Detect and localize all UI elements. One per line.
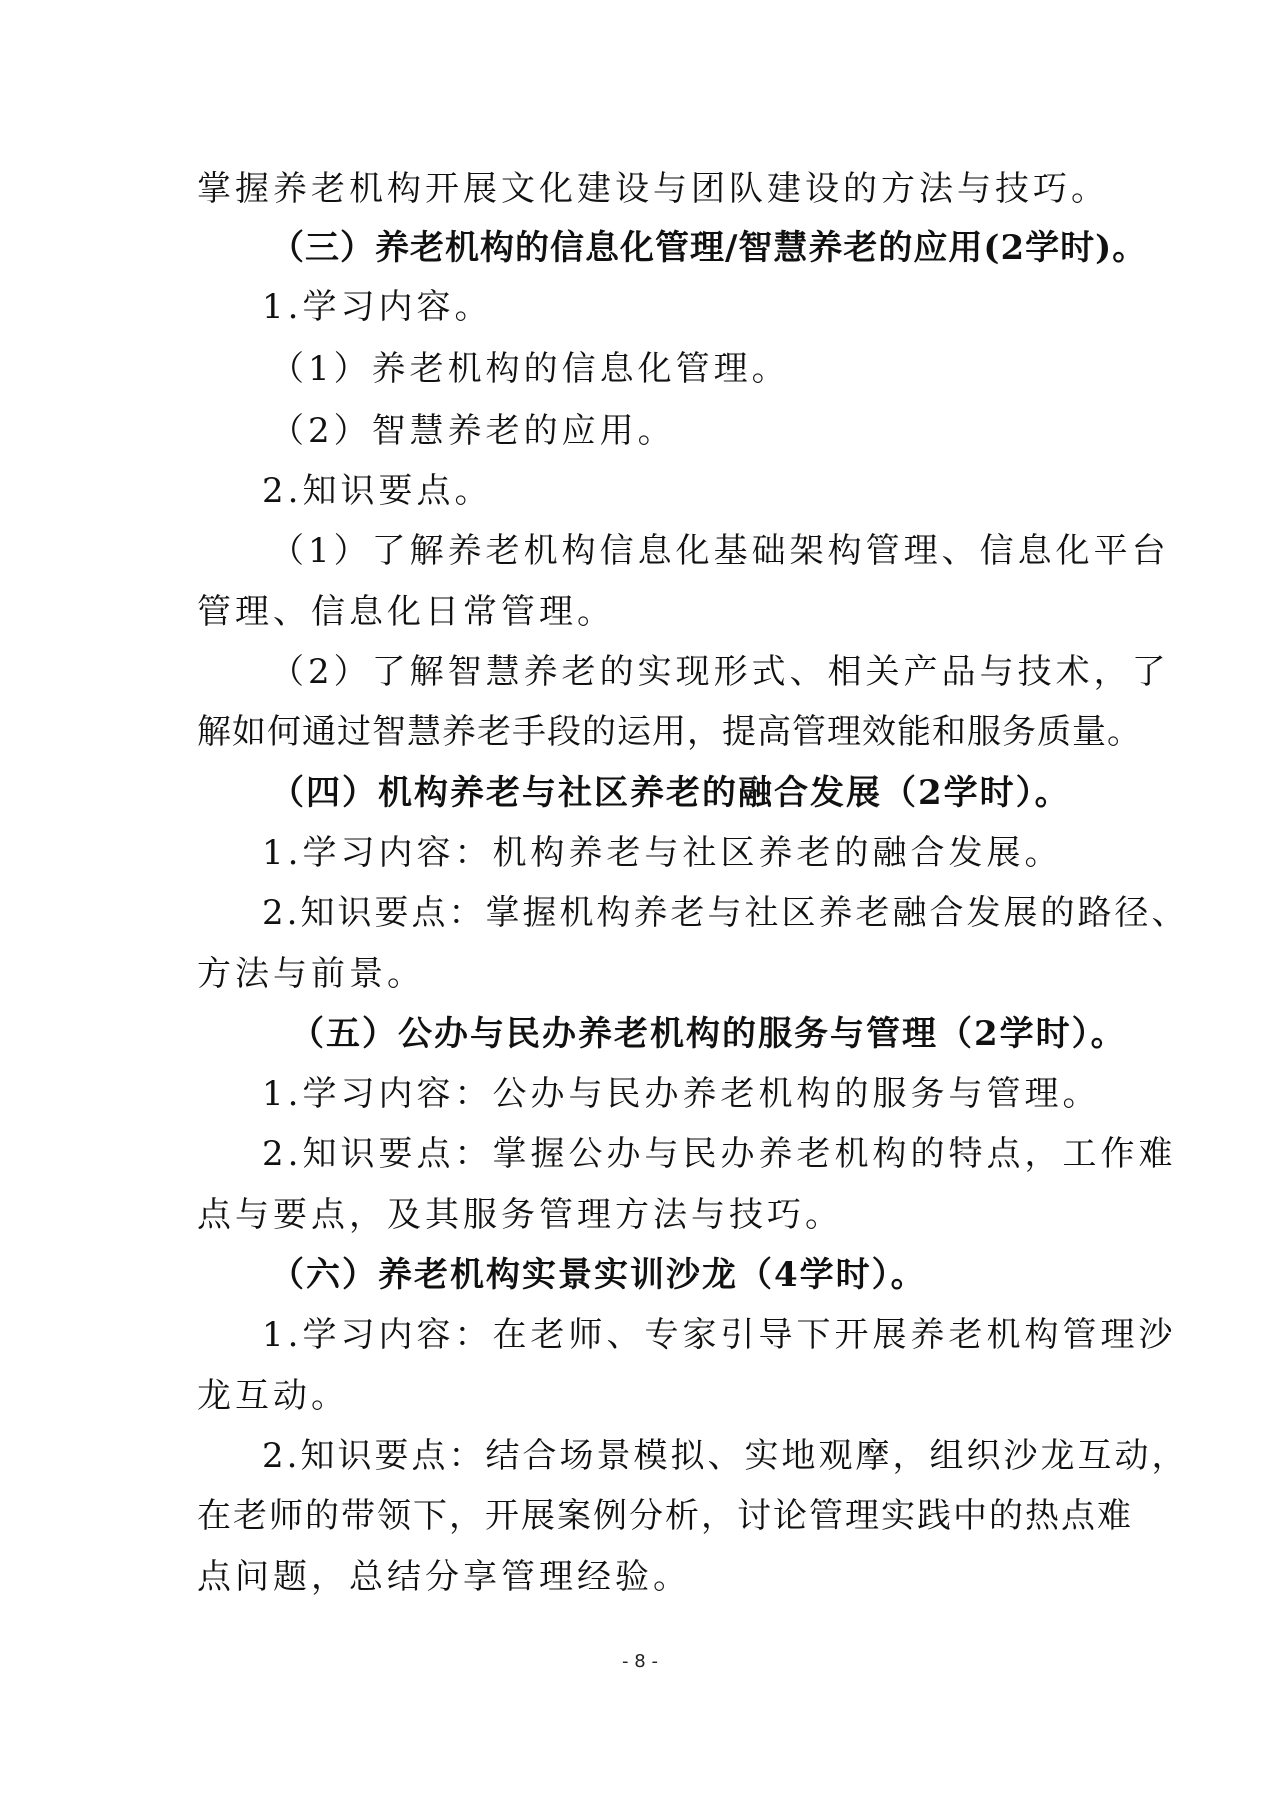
text-line: 在老师的带领下，开展案例分析，讨论管理实践中的热点难 bbox=[197, 1496, 1133, 1536]
page-number: - 8 - bbox=[622, 1651, 658, 1672]
text-line: 2.知识要点。 bbox=[262, 471, 493, 511]
text-line: 1.学习内容。 bbox=[262, 287, 493, 327]
text-line: 管理、信息化日常管理。 bbox=[197, 592, 615, 632]
text-line: 2.知识要点：掌握机构养老与社区养老融合发展的路径、 bbox=[262, 893, 1189, 933]
text-line: 2.知识要点：结合场景模拟、实地观摩，组织沙龙互动， bbox=[262, 1436, 1189, 1476]
text-line: 1.学习内容：在老师、专家引导下开展养老机构管理沙 bbox=[262, 1315, 1177, 1355]
text-line: 方法与前景。 bbox=[197, 954, 425, 994]
text-line: （2）智慧养老的应用。 bbox=[270, 411, 676, 451]
section-heading: （五）公办与民办养老机构的服务与管理（2学时）。 bbox=[290, 1014, 1127, 1054]
text-line: 龙互动。 bbox=[197, 1376, 349, 1416]
text-line: 掌握养老机构开展文化建设与团队建设的方法与技巧。 bbox=[197, 169, 1109, 209]
text-line: 点与要点，及其服务管理方法与技巧。 bbox=[197, 1195, 843, 1235]
text-line: （1）了解养老机构信息化基础架构管理、信息化平台 bbox=[270, 531, 1170, 571]
text-line: （2）了解智慧养老的实现形式、相关产品与技术，了 bbox=[270, 652, 1170, 692]
text-line: 点问题，总结分享管理经验。 bbox=[197, 1557, 691, 1597]
text-line: 1.学习内容：公办与民办养老机构的服务与管理。 bbox=[262, 1074, 1101, 1114]
text-line: 2.知识要点：掌握公办与民办养老机构的特点，工作难 bbox=[262, 1134, 1177, 1174]
section-heading: （六）养老机构实景实训沙龙（4学时）。 bbox=[270, 1255, 927, 1295]
section-heading: （四）机构养老与社区养老的融合发展（2学时）。 bbox=[270, 773, 1071, 813]
text-line: （1）养老机构的信息化管理。 bbox=[270, 349, 790, 389]
text-line: 1.学习内容：机构养老与社区养老的融合发展。 bbox=[262, 833, 1063, 873]
section-heading: （三）养老机构的信息化管理/智慧养老的应用(2学时)。 bbox=[270, 228, 1148, 268]
text-line: 解如何通过智慧养老手段的运用，提高管理效能和服务质量。 bbox=[197, 712, 1142, 752]
